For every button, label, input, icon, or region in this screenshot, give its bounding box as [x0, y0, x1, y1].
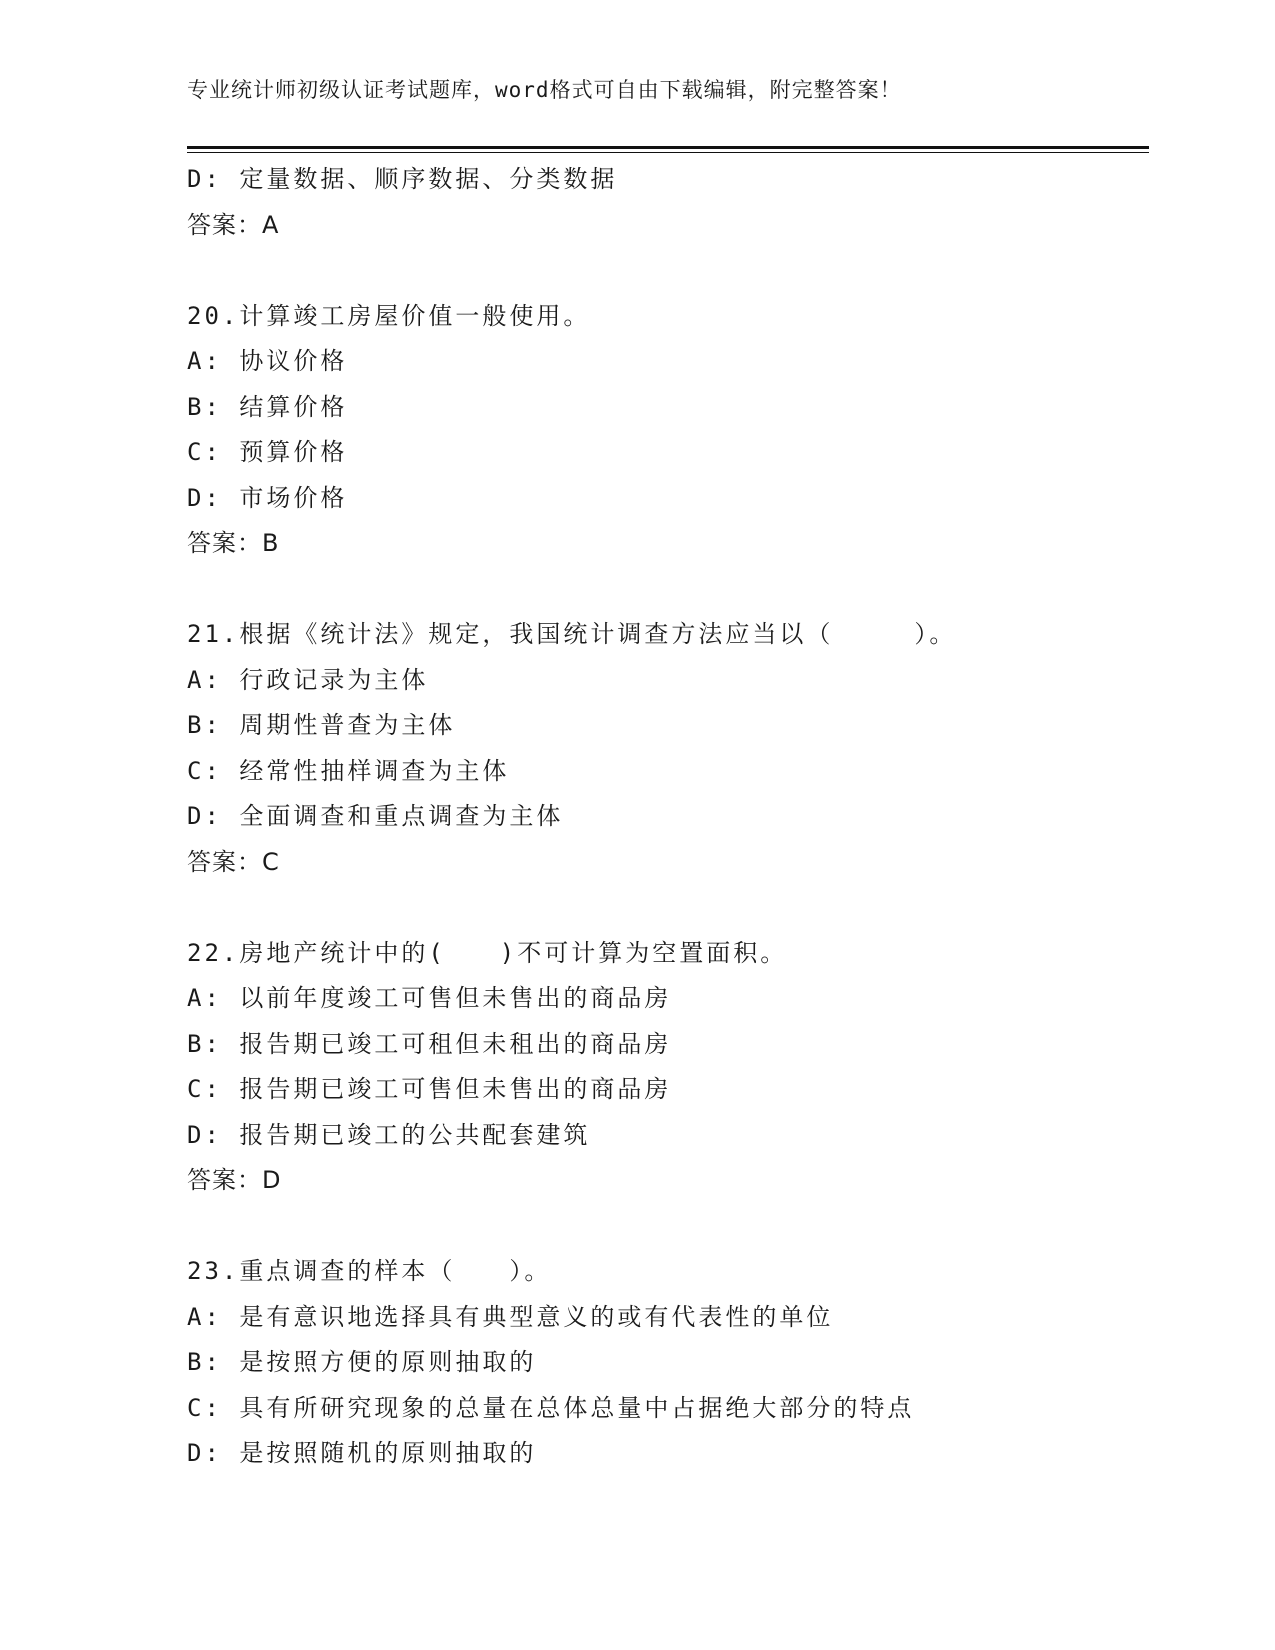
question-stem: 23.重点调查的样本（ ）。 — [187, 1257, 552, 1285]
option-b: B: 是按照方便的原则抽取的 — [187, 1348, 537, 1376]
option-d: D: 是按照随机的原则抽取的 — [187, 1439, 537, 1467]
option-a: A: 协议价格 — [187, 347, 348, 375]
question-23 — [187, 1249, 1149, 1477]
question-content — [187, 157, 1149, 1477]
option-c: C: 预算价格 — [187, 438, 348, 466]
option-b: B: 结算价格 — [187, 392, 348, 421]
page-header: 专业统计师初级认证考试题库，word格式可自由下载编辑，附完整答案！ — [187, 78, 902, 102]
option-d: D: 全面调查和重点调查为主体 — [187, 802, 564, 830]
option-b: B: 周期性普查为主体 — [187, 711, 456, 739]
option-b: B: 报告期已竣工可租但未租出的商品房 — [187, 1029, 672, 1058]
question-21 — [187, 612, 1149, 885]
option-c: C: 报告期已竣工可售但未售出的商品房 — [187, 1075, 672, 1103]
question-22 — [187, 931, 1149, 1204]
question-stem: 22.房地产统计中的( )不可计算为空置面积。 — [187, 938, 788, 967]
answer: 答案：D — [187, 1166, 282, 1194]
prev-option-d: D: 定量数据、顺序数据、分类数据 — [187, 165, 618, 193]
option-a: A: 行政记录为主体 — [187, 665, 429, 694]
header-rule-thin — [187, 152, 1149, 153]
question-stem: 20.计算竣工房屋价值一般使用。 — [187, 301, 591, 330]
option-a: A: 是有意识地选择具有典型意义的或有代表性的单位 — [187, 1302, 834, 1331]
option-c: C: 经常性抽样调查为主体 — [187, 756, 510, 785]
question-20 — [187, 294, 1149, 567]
answer: 答案：B — [187, 529, 280, 557]
option-c: C: 具有所研究现象的总量在总体总量中占据绝大部分的特点 — [187, 1393, 915, 1422]
prev-answer: 答案：A — [187, 210, 280, 239]
answer: 答案：C — [187, 847, 280, 876]
option-a: A: 以前年度竣工可售但未售出的商品房 — [187, 984, 672, 1012]
option-d: D: 市场价格 — [187, 483, 348, 512]
option-d: D: 报告期已竣工的公共配套建筑 — [187, 1120, 591, 1149]
header-rule — [187, 146, 1149, 149]
question-stem: 21.根据《统计法》规定，我国统计调查方法应当以（ ）。 — [187, 620, 957, 648]
